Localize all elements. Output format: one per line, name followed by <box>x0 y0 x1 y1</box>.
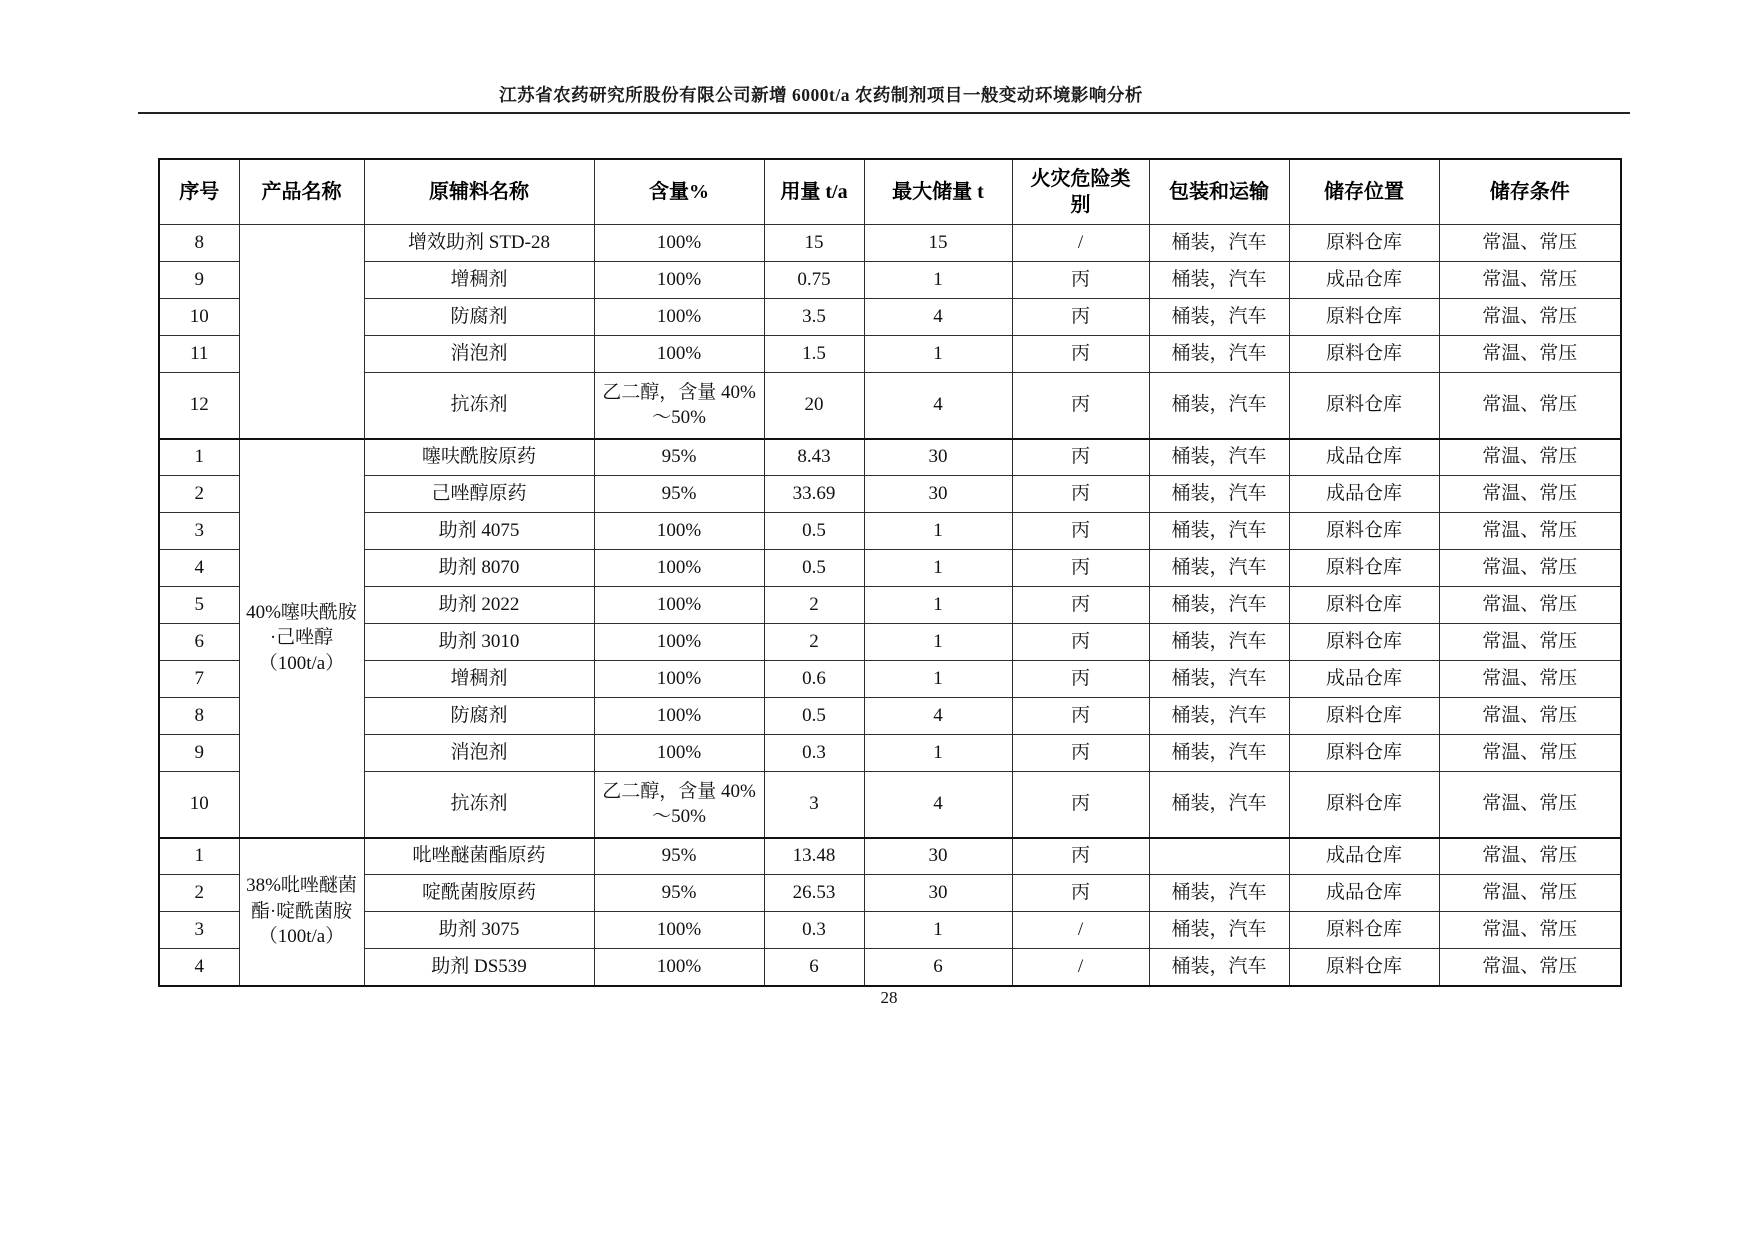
content-cell: 乙二醇，含量 40%～50% <box>594 772 764 838</box>
storage-condition-cell: 常温、常压 <box>1439 875 1621 912</box>
max-storage-cell: 1 <box>864 336 1012 373</box>
storage-location-cell: 成品仓库 <box>1289 875 1439 912</box>
storage-condition-cell: 常温、常压 <box>1439 587 1621 624</box>
usage-cell: 0.6 <box>764 661 864 698</box>
col-header-max-storage <box>864 159 1012 225</box>
content-cell: 100% <box>594 949 764 986</box>
table-row <box>159 772 1621 838</box>
packaging-cell: 桶装，汽车 <box>1149 550 1289 587</box>
usage-cell: 33.69 <box>764 476 864 513</box>
packaging-cell: 桶装，汽车 <box>1149 661 1289 698</box>
max-storage-cell: 1 <box>864 735 1012 772</box>
fire-class-cell: 丙 <box>1012 772 1149 838</box>
storage-location-cell: 成品仓库 <box>1289 661 1439 698</box>
storage-condition-cell: 常温、常压 <box>1439 624 1621 661</box>
packaging-cell: 桶装，汽车 <box>1149 875 1289 912</box>
usage-cell: 2 <box>764 624 864 661</box>
max-storage-cell: 1 <box>864 513 1012 550</box>
max-storage-cell: 30 <box>864 439 1012 476</box>
storage-condition-cell: 常温、常压 <box>1439 838 1621 875</box>
header-row <box>159 159 1621 225</box>
usage-cell: 1.5 <box>764 336 864 373</box>
fire-class-cell: 丙 <box>1012 698 1149 735</box>
row-index-cell: 6 <box>159 624 239 661</box>
storage-condition-cell: 常温、常压 <box>1439 476 1621 513</box>
table-row <box>159 661 1621 698</box>
content-cell: 100% <box>594 661 764 698</box>
usage-cell: 26.53 <box>764 875 864 912</box>
content-cell: 95% <box>594 439 764 476</box>
max-storage-cell: 30 <box>864 838 1012 875</box>
materials-table-body <box>159 225 1621 986</box>
storage-condition-cell: 常温、常压 <box>1439 513 1621 550</box>
usage-cell: 0.3 <box>764 735 864 772</box>
col-header-storage-location <box>1289 159 1439 225</box>
col-header-packaging <box>1149 159 1289 225</box>
material-name-cell: 啶酰菌胺原药 <box>364 875 594 912</box>
table-row <box>159 336 1621 373</box>
packaging-cell: 桶装，汽车 <box>1149 299 1289 336</box>
storage-condition-cell: 常温、常压 <box>1439 735 1621 772</box>
max-storage-cell: 15 <box>864 225 1012 262</box>
material-name-cell: 防腐剂 <box>364 299 594 336</box>
packaging-cell: 桶装，汽车 <box>1149 587 1289 624</box>
row-index-cell: 9 <box>159 735 239 772</box>
fire-class-cell: 丙 <box>1012 587 1149 624</box>
packaging-cell: 桶装，汽车 <box>1149 912 1289 949</box>
material-name-cell: 增效助剂 STD-28 <box>364 225 594 262</box>
usage-cell: 3 <box>764 772 864 838</box>
fire-class-cell: 丙 <box>1012 476 1149 513</box>
storage-condition-cell: 常温、常压 <box>1439 225 1621 262</box>
content-cell: 100% <box>594 912 764 949</box>
row-index-cell: 9 <box>159 262 239 299</box>
fire-class-cell: 丙 <box>1012 262 1149 299</box>
content-cell: 100% <box>594 587 764 624</box>
material-name-cell: 增稠剂 <box>364 262 594 299</box>
storage-condition-cell: 常温、常压 <box>1439 949 1621 986</box>
fire-class-cell: 丙 <box>1012 373 1149 439</box>
fire-class-cell: 丙 <box>1012 875 1149 912</box>
row-index-cell: 3 <box>159 912 239 949</box>
material-name-cell: 助剂 8070 <box>364 550 594 587</box>
usage-cell: 8.43 <box>764 439 864 476</box>
product-name-cell: 40%噻呋酰胺·己唑醇（100t/a） <box>239 439 364 838</box>
storage-condition-cell: 常温、常压 <box>1439 772 1621 838</box>
running-head-rule <box>138 112 1630 114</box>
max-storage-cell: 4 <box>864 772 1012 838</box>
row-index-cell: 5 <box>159 587 239 624</box>
row-index-cell: 1 <box>159 838 239 875</box>
packaging-cell: 桶装，汽车 <box>1149 949 1289 986</box>
col-header-index <box>159 159 239 225</box>
material-name-cell: 己唑醇原药 <box>364 476 594 513</box>
row-index-cell: 10 <box>159 299 239 336</box>
fire-class-cell: 丙 <box>1012 735 1149 772</box>
row-index-cell: 10 <box>159 772 239 838</box>
row-index-cell: 8 <box>159 225 239 262</box>
material-name-cell: 噻呋酰胺原药 <box>364 439 594 476</box>
packaging-cell: 桶装，汽车 <box>1149 476 1289 513</box>
content-cell: 100% <box>594 513 764 550</box>
storage-location-cell: 原料仓库 <box>1289 373 1439 439</box>
storage-location-cell: 原料仓库 <box>1289 513 1439 550</box>
storage-location-cell: 原料仓库 <box>1289 772 1439 838</box>
storage-location-cell: 原料仓库 <box>1289 698 1439 735</box>
fire-class-cell: 丙 <box>1012 439 1149 476</box>
storage-condition-cell: 常温、常压 <box>1439 262 1621 299</box>
fire-class-cell: 丙 <box>1012 624 1149 661</box>
table-row <box>159 875 1621 912</box>
table-row <box>159 373 1621 439</box>
packaging-cell: 桶装，汽车 <box>1149 225 1289 262</box>
max-storage-cell: 1 <box>864 624 1012 661</box>
storage-location-cell: 成品仓库 <box>1289 838 1439 875</box>
fire-class-cell: 丙 <box>1012 838 1149 875</box>
usage-cell: 13.48 <box>764 838 864 875</box>
storage-location-cell: 原料仓库 <box>1289 550 1439 587</box>
col-header-storage-condition <box>1439 159 1621 225</box>
storage-location-cell: 原料仓库 <box>1289 912 1439 949</box>
col-header-max-storage-label: 最大储量 t <box>892 180 984 203</box>
content-cell: 100% <box>594 735 764 772</box>
row-index-cell: 11 <box>159 336 239 373</box>
fire-class-cell: 丙 <box>1012 513 1149 550</box>
fire-class-cell: 丙 <box>1012 661 1149 698</box>
col-header-fire-class <box>1012 159 1149 225</box>
storage-location-cell: 原料仓库 <box>1289 225 1439 262</box>
col-header-usage <box>764 159 864 225</box>
row-index-cell: 7 <box>159 661 239 698</box>
max-storage-cell: 4 <box>864 299 1012 336</box>
usage-cell: 0.5 <box>764 698 864 735</box>
storage-location-cell: 原料仓库 <box>1289 949 1439 986</box>
col-header-usage-label: 用量 t/a <box>780 180 848 203</box>
materials-table-header <box>159 159 1621 225</box>
storage-condition-cell: 常温、常压 <box>1439 373 1621 439</box>
row-index-cell: 8 <box>159 698 239 735</box>
row-index-cell: 1 <box>159 439 239 476</box>
materials-table <box>158 158 1622 987</box>
max-storage-cell: 4 <box>864 373 1012 439</box>
table-row <box>159 838 1621 875</box>
fire-class-cell: 丙 <box>1012 550 1149 587</box>
content-cell: 95% <box>594 875 764 912</box>
storage-condition-cell: 常温、常压 <box>1439 336 1621 373</box>
storage-location-cell: 原料仓库 <box>1289 336 1439 373</box>
max-storage-cell: 1 <box>864 587 1012 624</box>
material-name-cell: 防腐剂 <box>364 698 594 735</box>
table-row <box>159 476 1621 513</box>
table-row <box>159 624 1621 661</box>
usage-cell: 0.5 <box>764 550 864 587</box>
storage-location-cell: 成品仓库 <box>1289 262 1439 299</box>
packaging-cell: 桶装，汽车 <box>1149 336 1289 373</box>
fire-class-cell: / <box>1012 912 1149 949</box>
row-index-cell: 2 <box>159 875 239 912</box>
table-row <box>159 912 1621 949</box>
storage-condition-cell: 常温、常压 <box>1439 698 1621 735</box>
storage-location-cell: 原料仓库 <box>1289 299 1439 336</box>
material-name-cell: 助剂 3075 <box>364 912 594 949</box>
col-header-material-label: 原辅料名称 <box>429 180 529 203</box>
packaging-cell: 桶装，汽车 <box>1149 735 1289 772</box>
table-row <box>159 439 1621 476</box>
col-header-material <box>364 159 594 225</box>
table-row <box>159 513 1621 550</box>
material-name-cell: 助剂 3010 <box>364 624 594 661</box>
storage-condition-cell: 常温、常压 <box>1439 550 1621 587</box>
storage-location-cell: 成品仓库 <box>1289 439 1439 476</box>
packaging-cell: 桶装，汽车 <box>1149 373 1289 439</box>
row-index-cell: 4 <box>159 949 239 986</box>
usage-cell: 0.5 <box>764 513 864 550</box>
table-row <box>159 698 1621 735</box>
storage-condition-cell: 常温、常压 <box>1439 912 1621 949</box>
material-name-cell: 消泡剂 <box>364 735 594 772</box>
content-cell: 100% <box>594 550 764 587</box>
col-header-content <box>594 159 764 225</box>
packaging-cell: 桶装，汽车 <box>1149 262 1289 299</box>
storage-location-cell: 原料仓库 <box>1289 624 1439 661</box>
product-name-cell: 38%吡唑醚菌酯·啶酰菌胺（100t/a） <box>239 838 364 986</box>
row-index-cell: 2 <box>159 476 239 513</box>
usage-cell: 15 <box>764 225 864 262</box>
max-storage-cell: 30 <box>864 476 1012 513</box>
table-row <box>159 225 1621 262</box>
packaging-cell: 桶装，汽车 <box>1149 624 1289 661</box>
row-index-cell: 12 <box>159 373 239 439</box>
content-cell: 95% <box>594 476 764 513</box>
row-index-cell: 3 <box>159 513 239 550</box>
col-header-content-label: 含量% <box>649 180 709 203</box>
content-cell: 100% <box>594 336 764 373</box>
material-name-cell: 助剂 DS539 <box>364 949 594 986</box>
col-header-index-label: 序号 <box>179 180 220 203</box>
max-storage-cell: 1 <box>864 912 1012 949</box>
content-cell: 100% <box>594 299 764 336</box>
content-cell: 乙二醇，含量 40%～50% <box>594 373 764 439</box>
content-cell: 100% <box>594 698 764 735</box>
row-index-cell: 4 <box>159 550 239 587</box>
col-header-storage-condition-label: 储存条件 <box>1489 180 1570 203</box>
table-row <box>159 262 1621 299</box>
table-row <box>159 587 1621 624</box>
packaging-cell: 桶装，汽车 <box>1149 772 1289 838</box>
content-cell: 100% <box>594 262 764 299</box>
col-header-storage-location-label: 储存位置 <box>1324 180 1404 203</box>
usage-cell: 3.5 <box>764 299 864 336</box>
max-storage-cell: 4 <box>864 698 1012 735</box>
max-storage-cell: 30 <box>864 875 1012 912</box>
running-head-title: 江苏省农药研究所股份有限公司新增 6000t/a 农药制剂项目一般变动环境影响分析 <box>499 85 1143 105</box>
col-header-product-label: 产品名称 <box>261 180 342 203</box>
storage-location-cell: 成品仓库 <box>1289 476 1439 513</box>
storage-location-cell: 原料仓库 <box>1289 735 1439 772</box>
max-storage-cell: 1 <box>864 550 1012 587</box>
usage-cell: 0.3 <box>764 912 864 949</box>
product-name-cell <box>239 225 364 439</box>
max-storage-cell: 6 <box>864 949 1012 986</box>
col-header-fire-class-label: 火灾危险类别 <box>1030 167 1131 216</box>
storage-condition-cell: 常温、常压 <box>1439 299 1621 336</box>
packaging-cell: 桶装，汽车 <box>1149 513 1289 550</box>
storage-condition-cell: 常温、常压 <box>1439 661 1621 698</box>
max-storage-cell: 1 <box>864 262 1012 299</box>
fire-class-cell: / <box>1012 949 1149 986</box>
usage-cell: 0.75 <box>764 262 864 299</box>
storage-location-cell: 原料仓库 <box>1289 587 1439 624</box>
max-storage-cell: 1 <box>864 661 1012 698</box>
table-row <box>159 735 1621 772</box>
col-header-product <box>239 159 364 225</box>
table-row <box>159 299 1621 336</box>
usage-cell: 6 <box>764 949 864 986</box>
usage-cell: 2 <box>764 587 864 624</box>
material-name-cell: 助剂 4075 <box>364 513 594 550</box>
material-name-cell: 吡唑醚菌酯原药 <box>364 838 594 875</box>
table-row <box>159 949 1621 986</box>
material-name-cell: 消泡剂 <box>364 336 594 373</box>
table-row <box>159 550 1621 587</box>
material-name-cell: 抗冻剂 <box>364 373 594 439</box>
material-name-cell: 增稠剂 <box>364 661 594 698</box>
content-cell: 95% <box>594 838 764 875</box>
storage-condition-cell: 常温、常压 <box>1439 439 1621 476</box>
col-header-packaging-label: 包装和运输 <box>1169 180 1269 203</box>
packaging-cell: 桶装，汽车 <box>1149 698 1289 735</box>
material-name-cell: 抗冻剂 <box>364 772 594 838</box>
content-cell: 100% <box>594 225 764 262</box>
fire-class-cell: 丙 <box>1012 299 1149 336</box>
fire-class-cell: 丙 <box>1012 336 1149 373</box>
usage-cell: 20 <box>764 373 864 439</box>
fire-class-cell: / <box>1012 225 1149 262</box>
material-name-cell: 助剂 2022 <box>364 587 594 624</box>
content-cell: 100% <box>594 624 764 661</box>
packaging-cell <box>1149 838 1289 875</box>
page-number: 28 <box>880 988 898 1007</box>
packaging-cell: 桶装，汽车 <box>1149 439 1289 476</box>
